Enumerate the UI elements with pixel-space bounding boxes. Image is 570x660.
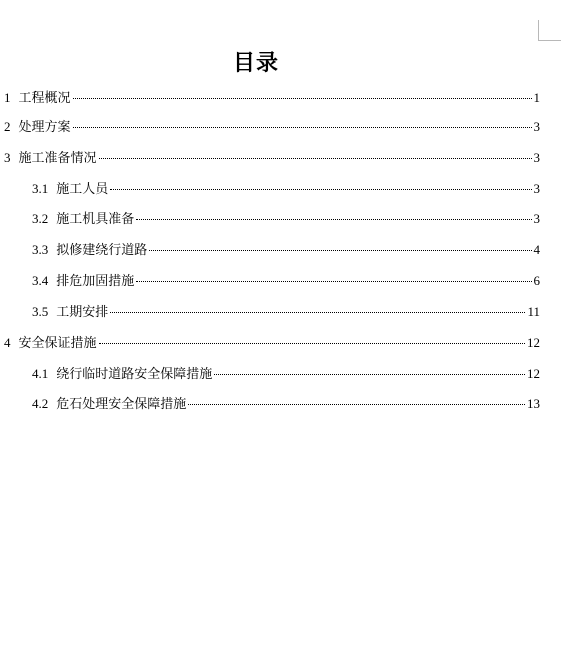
toc-entry-number: 1	[4, 90, 11, 105]
toc-entry-label: 施工机具准备	[56, 212, 135, 227]
toc-entry-page: 13	[527, 396, 540, 411]
toc-entry-page: 3	[533, 211, 540, 226]
toc-entry-label: 工程概况	[18, 91, 71, 106]
page-corner-marker	[538, 20, 561, 41]
toc-entry-page: 1	[533, 90, 540, 105]
toc-entry-number: 3.1	[32, 181, 49, 196]
toc-entry-number: 4.2	[32, 396, 49, 411]
toc-entry-page: 3	[533, 119, 540, 134]
toc-entry-number: 3.2	[32, 211, 49, 226]
toc-entry[interactable]	[4, 89, 540, 107]
toc-entry-label: 绕行临时道路安全保障措施	[56, 367, 213, 382]
toc-entry-label: 处理方案	[18, 120, 71, 135]
toc-entry-page: 3	[533, 181, 540, 196]
toc-entry-number: 3	[4, 150, 11, 165]
toc-dot-leader	[73, 98, 532, 99]
toc-entry-number: 4.1	[32, 366, 49, 381]
toc-entry[interactable]	[32, 365, 540, 383]
toc-entry-label: 排危加固措施	[56, 274, 135, 289]
toc-entry-label: 施工人员	[56, 182, 109, 197]
toc-dot-leader	[99, 158, 532, 159]
toc-entry-number: 2	[4, 119, 11, 134]
toc-dot-leader	[136, 219, 531, 220]
toc-entry[interactable]	[4, 118, 540, 136]
toc-entry-number: 3.5	[32, 304, 49, 319]
toc-title: 目录	[232, 51, 279, 76]
toc-dot-leader	[99, 343, 525, 344]
toc-entry[interactable]	[32, 210, 540, 228]
toc-dot-leader	[110, 312, 525, 313]
toc-entry-page: 4	[533, 242, 540, 257]
toc-entry-page: 12	[527, 366, 540, 381]
toc-dot-leader	[110, 189, 531, 190]
toc-entry[interactable]	[32, 180, 540, 198]
toc-entry[interactable]	[32, 272, 540, 290]
toc-entry[interactable]	[4, 334, 540, 352]
toc-entry-page: 3	[533, 150, 540, 165]
toc-entry-page: 11	[527, 304, 540, 319]
toc-entry-label: 安全保证措施	[18, 336, 97, 351]
toc-dot-leader	[188, 404, 525, 405]
toc-entry-page: 12	[527, 335, 540, 350]
toc-entry[interactable]	[4, 149, 540, 167]
toc-entry-label: 施工准备情况	[18, 151, 97, 166]
toc-entry-label: 危石处理安全保障措施	[56, 397, 187, 412]
toc-entry-page: 6	[533, 273, 540, 288]
toc-dot-leader	[136, 281, 531, 282]
toc-entry[interactable]	[32, 241, 540, 259]
toc-entry[interactable]	[32, 395, 540, 413]
toc-dot-leader	[149, 250, 531, 251]
toc-entry-label: 工期安排	[56, 305, 109, 320]
toc-entry[interactable]	[32, 303, 540, 321]
toc-dot-leader	[73, 127, 532, 128]
toc-entry-label: 拟修建绕行道路	[56, 243, 148, 258]
toc-dot-leader	[214, 374, 525, 375]
toc-entry-number: 3.3	[32, 242, 49, 257]
toc-entry-number: 4	[4, 335, 11, 350]
toc-entry-number: 3.4	[32, 273, 49, 288]
